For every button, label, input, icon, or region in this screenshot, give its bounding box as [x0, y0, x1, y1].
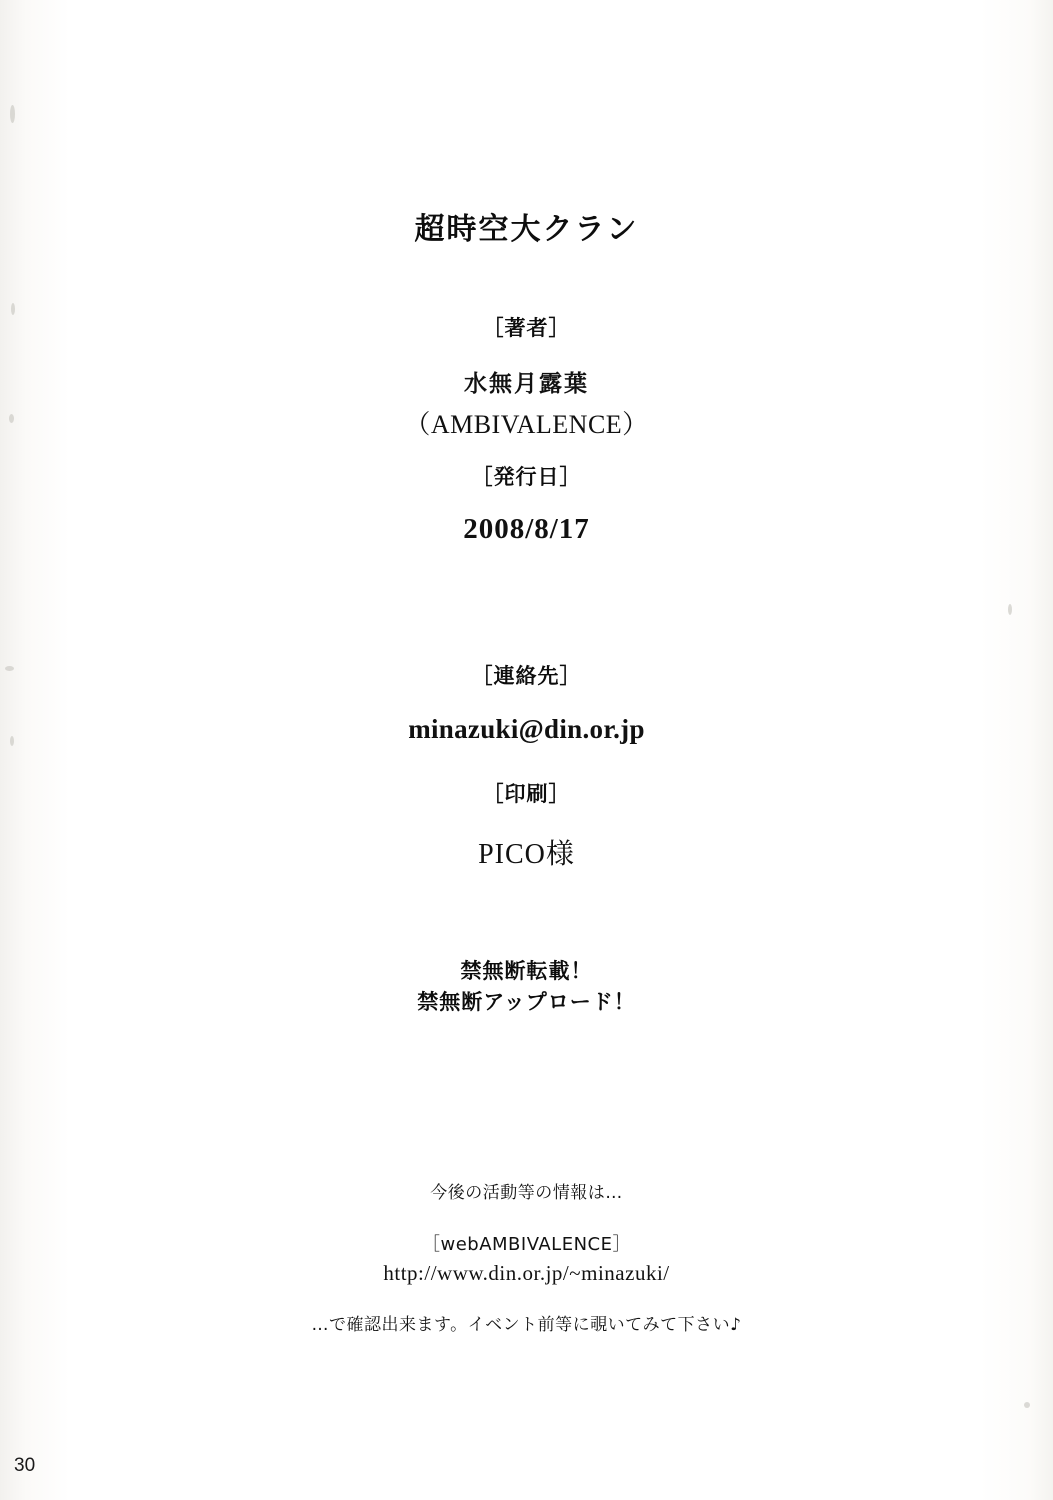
footer-lead-text: 今後の活動等の情報は…: [430, 1183, 623, 1203]
page-title: 超時空大クラン: [414, 212, 639, 247]
page-number: 30: [14, 1455, 36, 1476]
printer-name: PICO様: [478, 839, 575, 870]
author-name: 水無月露葉: [464, 370, 589, 397]
warning-line-2: 禁無断アップロード！: [417, 989, 636, 1014]
contact-email[interactable]: minazuki@din.or.jp: [408, 714, 645, 744]
publication-date: 2008/8/17: [463, 513, 590, 545]
label-printer: ［印刷］: [482, 781, 571, 806]
warning-line-1: 禁無断転載！: [460, 958, 593, 983]
footer-note-text: …で確認出来ます。イベント前等に覗いてみて下さい♪: [311, 1315, 742, 1335]
label-contact: ［連絡先］: [471, 663, 582, 688]
author-circle: （AMBIVALENCE）: [404, 410, 649, 439]
footer-website-url[interactable]: http://www.din.or.jp/~minazuki/: [383, 1261, 670, 1285]
label-author: ［著者］: [482, 315, 571, 340]
footer-site-label: ［webAMBIVALENCE］: [421, 1234, 631, 1255]
label-publication-date: ［発行日］: [471, 464, 582, 489]
copyright-warning: [0, 955, 1053, 1017]
